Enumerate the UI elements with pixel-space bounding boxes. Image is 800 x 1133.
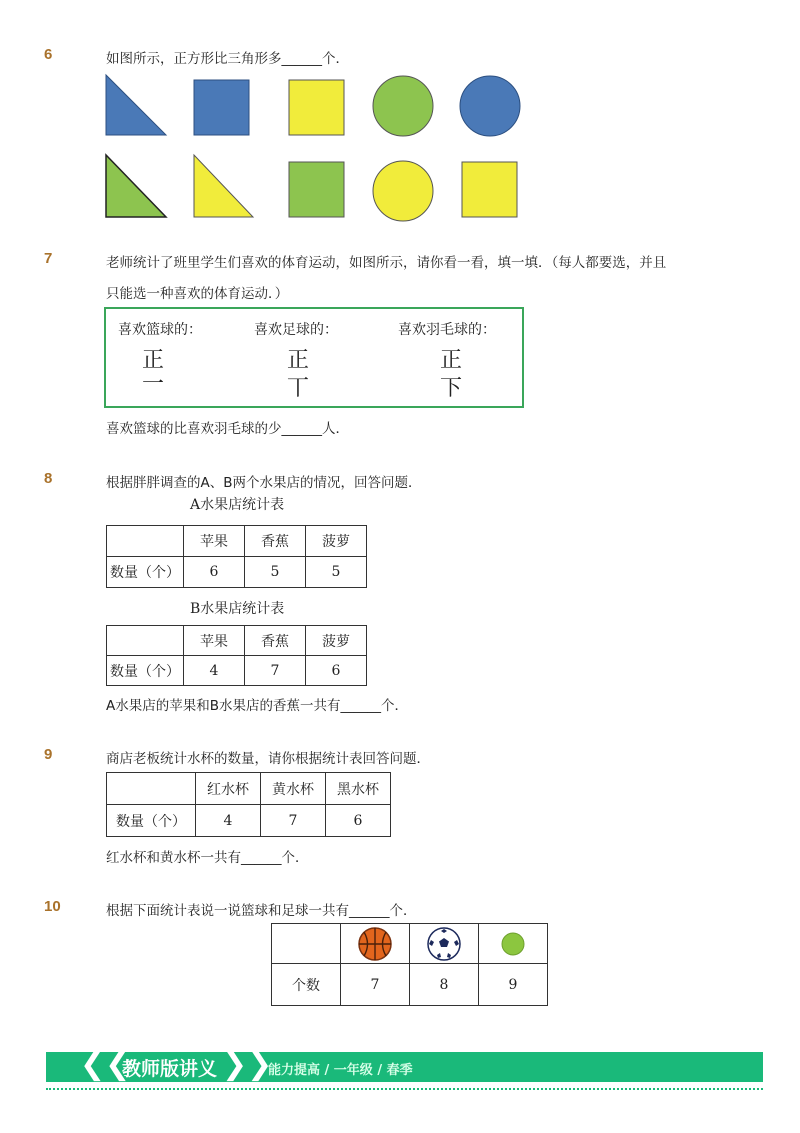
table-cell: 6 — [326, 805, 391, 837]
question-7-line-2: 只能选一种喜欢的体育运动．） — [106, 286, 289, 302]
footer-subtitle: 能力提高 / 一年级 / 春季 — [268, 1063, 413, 1078]
table-cell: 7 — [245, 656, 306, 686]
question-7-line-1: 老师统计了班里学生们喜欢的体育运动，如图所示，请你看一看，填一填．（每人都要选，并且 — [106, 255, 667, 271]
table-cell — [107, 773, 196, 805]
tally-mark-badminton-top: 正 — [440, 348, 463, 373]
yellow-circle-shape — [373, 161, 433, 221]
yellow-triangle-shape — [194, 155, 253, 217]
table-cell: 7 — [341, 964, 410, 1006]
table-cell: 4 — [184, 656, 245, 686]
footer-title: 教师版讲义 — [122, 1058, 218, 1080]
table-cell: 6 — [306, 656, 367, 686]
tally-mark-badminton-bottom: 下 — [440, 376, 463, 401]
table-cell: 7 — [261, 805, 326, 837]
tally-mark-football-bottom: 丅 — [287, 376, 310, 401]
table-header — [479, 924, 548, 964]
blue-triangle-shape — [106, 75, 166, 135]
question-number-10: 10 — [44, 898, 61, 915]
green-square-shape — [289, 162, 344, 217]
tally-label-basketball: 喜欢篮球的： — [118, 322, 202, 338]
table-b-caption: B水果店统计表 — [190, 601, 285, 617]
table-header — [341, 924, 410, 964]
tally-mark-basketball-bottom: 一 — [142, 372, 165, 397]
table-header: 黑水杯 — [326, 773, 391, 805]
table-cell: 4 — [196, 805, 261, 837]
footer-divider — [46, 1088, 763, 1090]
blue-circle-shape — [460, 76, 520, 136]
green-triangle-shape — [106, 155, 166, 217]
basketball-icon — [357, 926, 393, 962]
table-header: 菠萝 — [306, 626, 367, 656]
question-8-answer: A水果店的苹果和B水果店的香蕉一共有______个． — [106, 698, 408, 714]
tally-label-badminton: 喜欢羽毛球的： — [398, 322, 496, 338]
table-b — [106, 625, 367, 686]
ball-table — [271, 923, 548, 1006]
cup-table — [106, 772, 391, 837]
question-number-6: 6 — [44, 46, 53, 63]
table-cell — [107, 626, 184, 656]
table-header: 黄水杯 — [261, 773, 326, 805]
table-cell — [107, 526, 184, 557]
table-header — [410, 924, 479, 964]
table-header: 苹果 — [184, 626, 245, 656]
question-number-8: 8 — [44, 470, 53, 487]
table-header: 香蕉 — [245, 626, 306, 656]
table-row-label: 数量（个） — [107, 805, 196, 837]
tennis-ball-icon — [495, 926, 531, 962]
tally-chart-box — [104, 307, 524, 408]
tally-mark-football-top: 正 — [287, 348, 310, 373]
table-cell: 6 — [184, 557, 245, 588]
question-9-answer: 红水杯和黄水杯一共有______个． — [106, 850, 309, 866]
chevron-left-icon: ❮❮ — [80, 1047, 131, 1082]
table-row-label: 个数 — [272, 964, 341, 1006]
table-a — [106, 525, 367, 588]
chevron-right-icon: ❯❯ — [222, 1047, 273, 1082]
table-a-caption: A水果店统计表 — [190, 497, 285, 513]
question-6-text: 如图所示，正方形比三角形多______个． — [106, 51, 349, 67]
table-cell: 9 — [479, 964, 548, 1006]
question-number-7: 7 — [44, 250, 53, 267]
shapes-figure — [0, 0, 800, 230]
table-header: 苹果 — [184, 526, 245, 557]
soccer-ball-icon — [426, 926, 462, 962]
question-8-text: 根据胖胖调查的A、B两个水果店的情况，回答问题． — [106, 475, 422, 491]
question-9-text: 商店老板统计水杯的数量，请你根据统计表回答问题． — [106, 751, 430, 767]
question-10-text: 根据下面统计表说一说篮球和足球一共有______个． — [106, 903, 417, 919]
table-row-label: 数量（个） — [107, 656, 184, 686]
tally-label-football: 喜欢足球的： — [254, 322, 338, 338]
question-number-9: 9 — [44, 746, 53, 763]
yellow-square-shape — [289, 80, 344, 135]
table-header: 红水杯 — [196, 773, 261, 805]
question-7-answer: 喜欢篮球的比喜欢羽毛球的少______人． — [106, 421, 349, 437]
table-cell: 5 — [245, 557, 306, 588]
table-row-label: 数量（个） — [107, 557, 184, 588]
tally-mark-basketball-top: 正 — [142, 348, 165, 373]
table-cell: 5 — [306, 557, 367, 588]
table-cell — [272, 924, 341, 964]
table-cell: 8 — [410, 964, 479, 1006]
table-header: 菠萝 — [306, 526, 367, 557]
blue-square-shape — [194, 80, 249, 135]
yellow-square-shape-2 — [462, 162, 517, 217]
table-header: 香蕉 — [245, 526, 306, 557]
green-circle-shape — [373, 76, 433, 136]
